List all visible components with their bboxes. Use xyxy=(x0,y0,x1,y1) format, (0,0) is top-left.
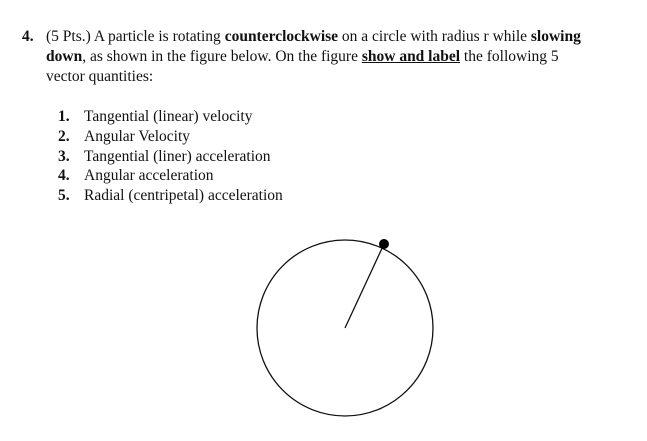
question-text-part-3: , as shown in the figure below. On the figure xyxy=(82,48,362,65)
radius-line xyxy=(345,244,384,328)
list-item-number: 3. xyxy=(58,147,70,165)
question-line-3 xyxy=(22,67,622,87)
list-item xyxy=(58,107,283,127)
question-number: 4. xyxy=(22,28,34,45)
list-item-number: 2. xyxy=(58,127,70,145)
question-text-part-5: vector quantities: xyxy=(46,68,154,85)
list-item xyxy=(58,127,283,147)
down-word: down xyxy=(46,48,83,65)
list-item xyxy=(58,186,283,206)
list-item-number: 4. xyxy=(58,167,70,185)
question-text-part-1: A particle is rotating xyxy=(90,28,225,45)
question-line-1 xyxy=(22,27,622,47)
question-points: (5 Pts.) xyxy=(46,28,91,45)
question-text xyxy=(22,27,622,87)
show-and-label-instruction: show and label xyxy=(361,48,461,65)
slowing-word: slowing xyxy=(530,28,581,45)
list-item-label: Tangential (linear) velocity xyxy=(84,108,253,125)
list-item-label: Angular acceleration xyxy=(84,167,214,185)
question-text-part-2: on a circle with radius r while xyxy=(338,28,531,45)
list-item xyxy=(58,166,283,186)
direction-counterclockwise: counterclockwise xyxy=(224,28,339,45)
particle-dot xyxy=(379,239,389,249)
circle-path xyxy=(257,240,433,416)
list-item-label: Radial (centripetal) acceleration xyxy=(84,187,283,205)
list-item-label: Tangential (liner) acceleration xyxy=(84,147,271,165)
list-item-number: 5. xyxy=(58,187,70,205)
list-item-number: 1. xyxy=(58,108,70,125)
list-item xyxy=(58,147,283,167)
list-item-label: Angular Velocity xyxy=(84,127,191,145)
question-text-part-4: the following 5 xyxy=(460,48,559,65)
vector-quantities-list xyxy=(58,107,283,206)
question-line-2 xyxy=(22,47,622,67)
